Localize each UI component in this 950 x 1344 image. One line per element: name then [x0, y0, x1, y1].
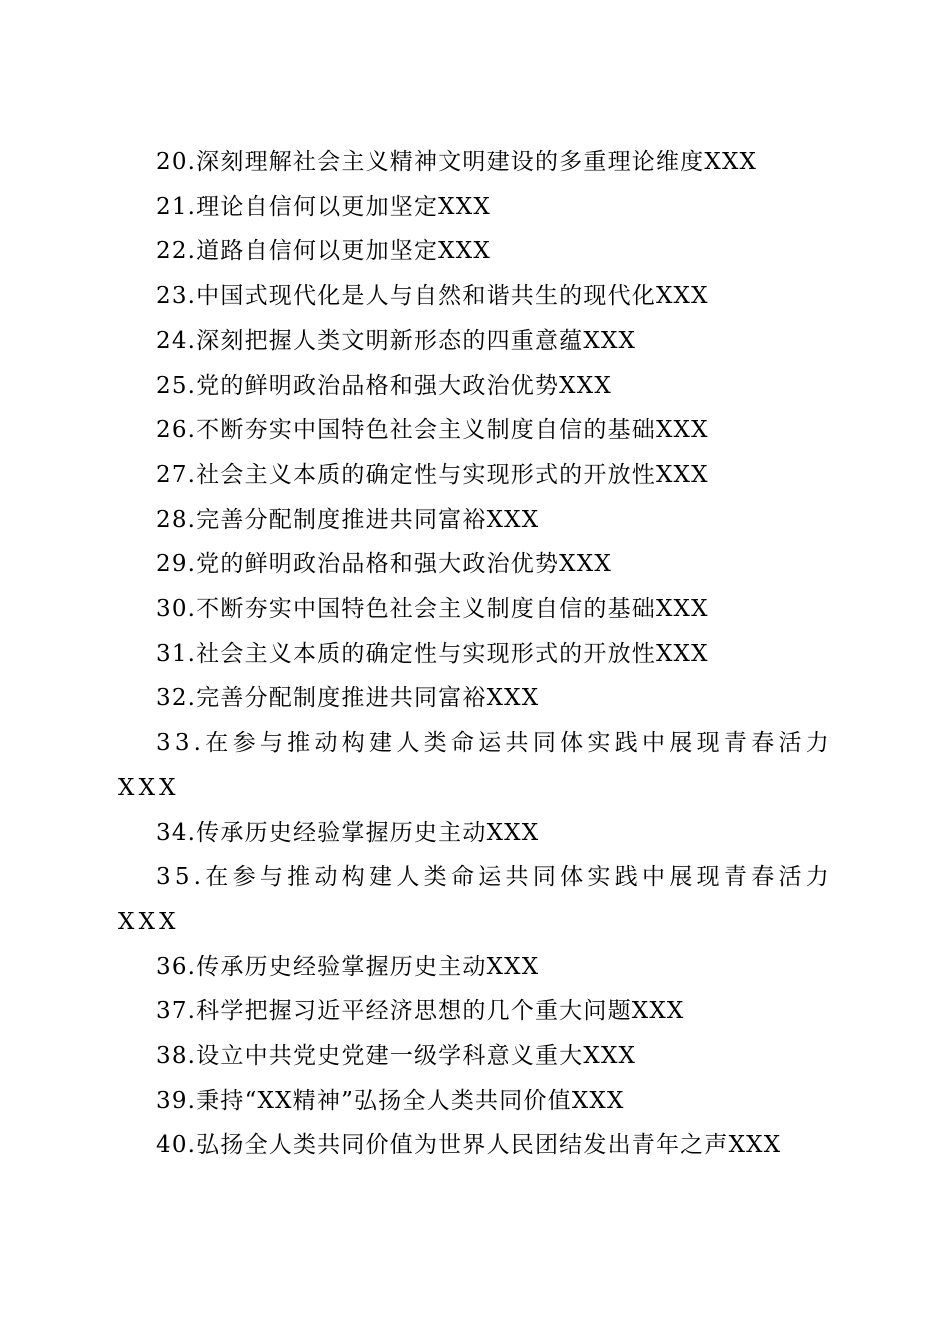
- list-item: 20.深刻理解社会主义精神文明建设的多重理论维度XXX: [156, 149, 758, 175]
- list-item: 33.在参与推动构建人类命运共同体实践中展现青春活力XXX: [118, 730, 833, 801]
- list-item: 28.完善分配制度推进共同富裕XXX: [156, 506, 540, 533]
- list-item: 40.弘扬全人类共同价值为世界人民团结发出青年之声XXX: [156, 1132, 782, 1159]
- list-item: 35.在参与推动构建人类命运共同体实践中展现青春活力XXX: [118, 864, 833, 935]
- list-item: 27.社会主义本质的确定性与实现形式的开放性XXX: [156, 461, 709, 488]
- title-list: [118, 140, 833, 1168]
- list-item: 34.传承历史经验掌握历史主动XXX: [156, 819, 540, 846]
- list-item: 23.中国式现代化是人与自然和谐共生的现代化XXX: [156, 283, 709, 310]
- list-item: 36.传承历史经验掌握历史主动XXX: [156, 953, 540, 980]
- list-item: 30.不断夯实中国特色社会主义制度自信的基础XXX: [156, 596, 709, 623]
- list-item: 24.深刻把握人类文明新形态的四重意蕴XXX: [156, 327, 637, 354]
- list-item: 22.道路自信何以更加坚定XXX: [156, 238, 491, 265]
- list-item: 26.不断夯实中国特色社会主义制度自信的基础XXX: [156, 417, 709, 444]
- list-item: 32.完善分配制度推进共同富裕XXX: [156, 685, 540, 712]
- list-item: 29.党的鲜明政治品格和强大政治优势XXX: [156, 551, 612, 578]
- list-item: 39.秉持“XX精神”弘扬全人类共同价值XXX: [156, 1087, 625, 1114]
- list-item: 25.党的鲜明政治品格和强大政治优势XXX: [156, 372, 612, 399]
- list-item: 37.科学把握习近平经济思想的几个重大问题XXX: [156, 998, 685, 1025]
- list-item: 31.社会主义本质的确定性与实现形式的开放性XXX: [156, 640, 709, 667]
- list-item: 21.理论自信何以更加坚定XXX: [156, 193, 491, 220]
- list-item: 38.设立中共党史党建一级学科意义重大XXX: [156, 1043, 637, 1070]
